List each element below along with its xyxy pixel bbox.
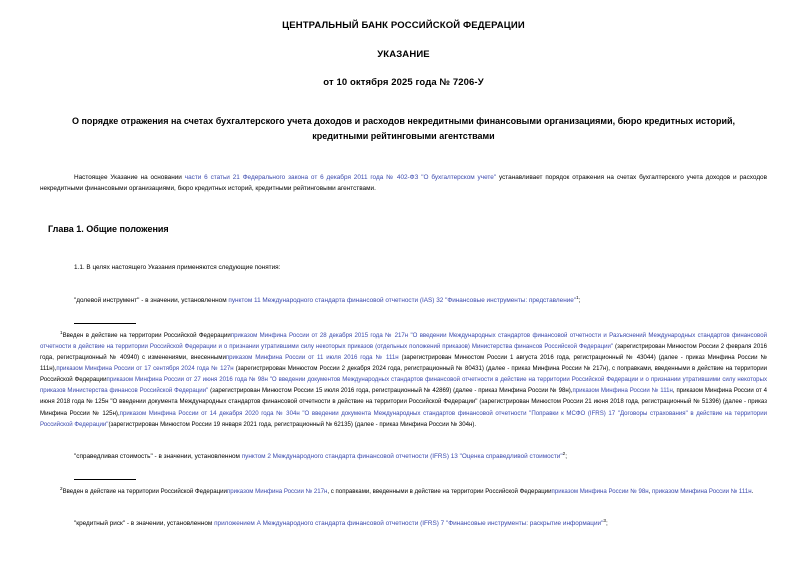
footnote-1-text [40, 330, 767, 430]
fn1-link-order-217n[interactable]: приказом Минфина России от 28 декабря 2015 года № 217н "О введении Международных стандартов финансовой отчетности и Разъяснений Международных стандартов финансовой отчетности в действие на территории Российской Федерации и о признании утратившими силу некоторых приказов (отдельных положений приказов) Министерства финансов Российской Федерации" [40, 331, 767, 351]
definition-term-3: "кредитный риск" [74, 520, 126, 528]
footnote-2-mark: 2 [60, 485, 63, 491]
fn2-link-order-217n[interactable]: приказом Минфина России № 217н [226, 487, 328, 495]
definition-tail-2: ; [565, 452, 567, 460]
definition-lead-1: - в значении, установленном [139, 296, 229, 304]
organization-title: ЦЕНТРАЛЬНЫЙ БАНК РОССИЙСКОЙ ФЕДЕРАЦИИ [282, 20, 525, 31]
footnote-block-1 [40, 323, 767, 430]
footnote-separator-1 [74, 323, 136, 324]
definition-tail-1: ; [578, 296, 581, 304]
footnote-marker-3[interactable]: 3 [603, 517, 606, 523]
preamble-text-3: устанавливает порядок отражения на счетах бухгалтерского учета доходов и расходов некредитными финансовыми организациями, бюро кредитных историй, кредитными рейтинговыми агентствами. [40, 174, 768, 193]
fn1-seg-04: (зарегистрирован Минюстом России 2 декабря 2024 года, регистрационный № 80431) (далее - приказ Минфина России № 217н), с поправками, введенными в действие на территории Российской Федерации [40, 365, 767, 384]
fn1-seg-08: (зарегистрирован Минюстом России 19 января 2021 года, регистрационный № 62135) (далее - приказ Минфина России № 304н). [108, 420, 477, 428]
fn2-seg-04: . [751, 487, 754, 495]
preamble-paragraph [40, 172, 767, 194]
footnote-block-2 [40, 479, 767, 497]
definition-term-1: "долевой инструмент" [74, 296, 140, 304]
definition-lead-2: - в значении, установленном [152, 452, 242, 460]
fn1-seg-01: Введен в действие на территории Российской Федерации [62, 331, 231, 339]
link-ias-32[interactable]: пунктом 11 Международного стандарта финансовой отчетности (IAS) 32 "Финансовые инструменты: представление" [228, 296, 577, 304]
footnote-separator-2 [74, 479, 136, 480]
document-number-date: от 10 октября 2025 года № 7206-У [323, 77, 484, 89]
fn2-seg-02: , с поправками, введенными в действие на территории Российской Федерации [327, 487, 552, 495]
footnote-marker-2[interactable]: 2 [562, 450, 566, 456]
fn1-link-order-111n-short[interactable]: приказом Минфина России № 111н [572, 387, 673, 395]
document-kind: УКАЗАНИЕ [377, 49, 430, 61]
footnote-2-text [40, 486, 767, 497]
preamble-text-1: Настоящее Указание на основании [74, 174, 185, 182]
footnote-1-mark: 1 [60, 329, 63, 335]
document-masthead [40, 0, 767, 144]
chapter-1-heading: Глава 1. Общие положения [48, 224, 169, 235]
fn2-seg-01: Введен в действие на территории Российской Федерации [62, 487, 227, 495]
fn1-seg-02: (зарегистрирован Минюстом России 2 февраля 2016 года, регистрационный № 40940) с изменениями, внесенными [40, 343, 767, 362]
fn1-seg-06: , приказом Минфина России от 4 июня 2018 года № 125н "О введении документа Международных стандартов финансовой отчетности в действие на территории Российской Федерации" [40, 387, 767, 406]
fn2-link-order-111n[interactable]: приказом Минфина России № 111н [652, 487, 752, 495]
fn1-link-order-127n[interactable]: приказом Минфина России от 17 сентября 2024 года № 127н [56, 365, 234, 373]
fn1-seg-03: (зарегистрирован Минюстом России 1 августа 2016 года, регистрационный № 43044) (далее - приказ Минфина России № 111н), [40, 354, 767, 373]
link-federal-law-402fz[interactable]: Федерального закона от 6 декабря 2011 года № 402-ФЗ "О бухгалтерском учете" [242, 174, 497, 182]
link-ifrs-13[interactable]: пунктом 2 Международного стандарта финансовой отчетности (IFRS) 13 "Оценка справедливой стоимости" [241, 452, 563, 460]
definition-fair-value [40, 451, 767, 462]
document-subject-title: О порядке отражения на счетах бухгалтерского учета доходов и расходов некредитными финансовыми организациями, бюро кредитных историй, кредитными рейтинговыми агентствами [71, 116, 736, 142]
link-part6-article21[interactable]: части 6 статьи 21 [184, 174, 240, 182]
definition-credit-risk [40, 518, 767, 529]
fn2-seg-03: , [648, 487, 652, 495]
definition-equity-instrument [40, 295, 767, 306]
definition-lead-3: - в значении, установленном [125, 520, 215, 528]
definition-term-2: "справедливая стоимость" [74, 452, 153, 460]
fn1-link-order-304n[interactable]: приказом Минфина России от 14 декабря 2020 года № 304н "О введении документа Международных стандартов финансовой отчетности "Поправки к МСФО (IFRS) 17 "Договоры страхования" в действие на территории Российской Федерации" [40, 409, 768, 428]
definition-tail-3: ; [605, 520, 608, 528]
clause-1-1: 1.1. В целях настоящего Указания применяются следующие понятия: [74, 264, 281, 272]
link-ifrs-7[interactable]: приложением А Международного стандарта финансовой отчетности (IFRS) 7 "Финансовые инструменты: раскрытие информации" [214, 520, 604, 528]
footnote-marker-1[interactable]: 1 [576, 294, 579, 300]
fn1-seg-07: (зарегистрирован Минюстом России 21 июня 2018 года, регистрационный № 51396) (далее - приказ Минфина России № 125н), [40, 398, 767, 417]
fn2-link-order-98n[interactable]: приказом Минфина России № 98н [551, 487, 649, 495]
fn1-link-order-111n-full[interactable]: приказом Минфина России от 11 июля 2016 года № 111н [225, 354, 399, 362]
fn1-seg-05: (зарегистрирован Минюстом России 15 июля 2016 года, регистрационный № 42869) (далее - приказ Минфина России № 98н), [208, 387, 573, 395]
fn1-link-order-98n-full[interactable]: приказом Минфина России от 27 июня 2016 года № 98н "О введении документов Международных стандартов финансовой отчетности в действие на территории Российской Федерации и о признании утратившими силу некоторых приказов Министерства финансов Российской Федерации" [40, 376, 767, 395]
